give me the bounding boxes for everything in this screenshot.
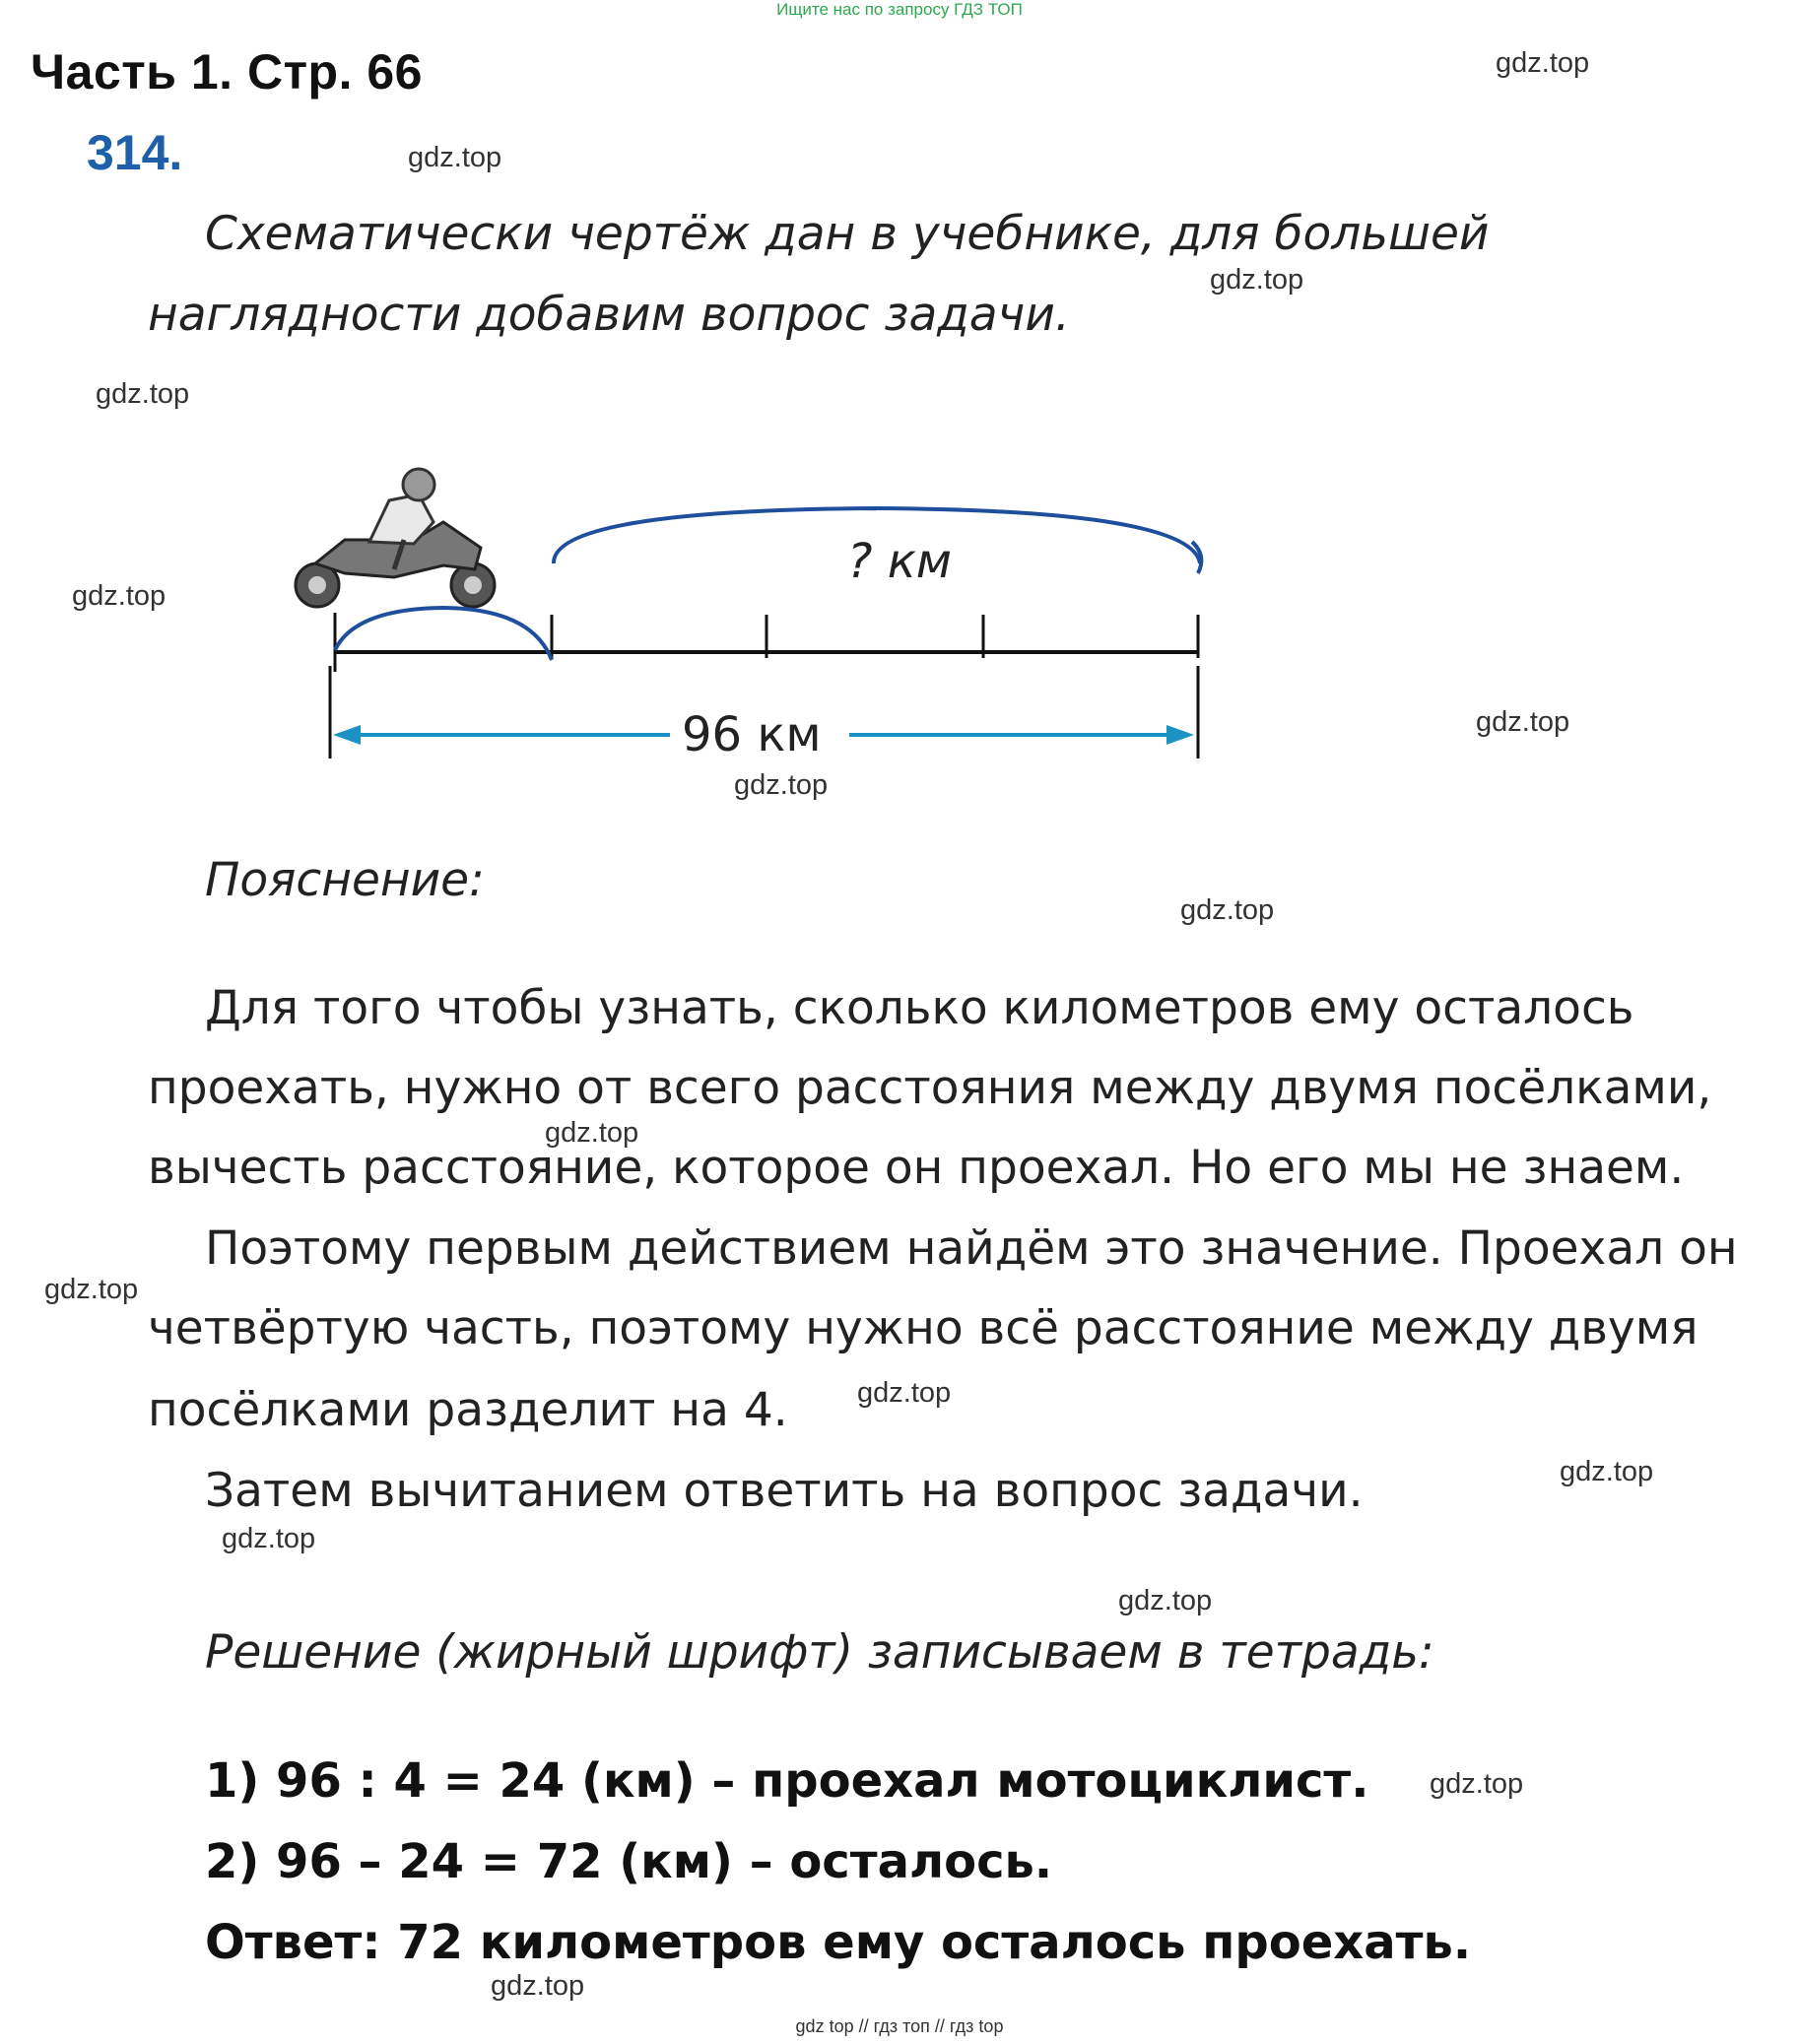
solution-step-2: 2) 96 – 24 = 72 (км) – осталось.: [205, 1834, 1053, 1889]
watermark: gdz.top: [1210, 264, 1304, 296]
explanation-line-2: проехать, нужно от всего расстояния между двумя посёлками,: [148, 1061, 1712, 1115]
distance-diagram: [246, 453, 1212, 778]
task-number: 314.: [87, 125, 183, 180]
intro-line-1: Схематически чертёж дан в учебнике, для большей: [205, 207, 1490, 261]
watermark: gdz.top: [408, 142, 502, 173]
explanation-line-4: Поэтому первым действием найдём это значение. Проехал он: [205, 1221, 1738, 1276]
explanation-line-1: Для того чтобы узнать, сколько километров ему осталось: [205, 981, 1634, 1035]
answer: Ответ: 72 километров ему осталось проехать.: [205, 1915, 1472, 1970]
watermark: gdz.top: [96, 378, 190, 410]
part-title: Часть 1. Стр. 66: [31, 44, 423, 99]
watermark: gdz.top: [545, 1117, 639, 1149]
explanation-line-6: посёлками разделит на 4.: [148, 1383, 788, 1437]
watermark: gdz.top: [222, 1523, 316, 1554]
explanation-line-7: Затем вычитанием ответить на вопрос задачи.: [205, 1464, 1364, 1518]
watermark: gdz.top: [44, 1274, 139, 1305]
total-label: 96 км: [682, 707, 822, 762]
watermark: gdz.top: [734, 769, 829, 801]
solution-heading: Решение (жирный шрифт) записываем в тетрадь:: [205, 1625, 1434, 1680]
intro-line-2: наглядности добавим вопрос задачи.: [148, 288, 1070, 342]
explanation-line-5: четвёртую часть, поэтому нужно всё расстояние между двумя: [148, 1301, 1699, 1355]
right-arrowhead: [1166, 725, 1194, 745]
motorcycle-icon: [296, 469, 495, 607]
top-note: Ищите нас по запросу ГДЗ ТОП: [776, 0, 1023, 19]
footer: gdz top // гдз топ // гдз top: [795, 2016, 1004, 2036]
explanation-heading: Пояснение:: [205, 853, 485, 907]
watermark: gdz.top: [1430, 1768, 1524, 1800]
watermark: gdz.top: [491, 1970, 585, 2002]
watermark: gdz.top: [72, 580, 167, 612]
watermark: gdz.top: [1476, 706, 1570, 738]
left-arrowhead: [333, 725, 361, 745]
watermark: gdz.top: [1496, 47, 1590, 79]
solution-step-1: 1) 96 : 4 = 24 (км) – проехал мотоциклист.: [205, 1753, 1369, 1809]
question-label: ? км: [847, 534, 952, 589]
watermark: gdz.top: [857, 1377, 952, 1409]
watermark: gdz.top: [1560, 1456, 1654, 1487]
watermark: gdz.top: [1118, 1585, 1213, 1616]
watermark: gdz.top: [1180, 894, 1275, 926]
explanation-line-3: вычесть расстояние, которое он проехал. Но его мы не знаем.: [148, 1141, 1685, 1195]
